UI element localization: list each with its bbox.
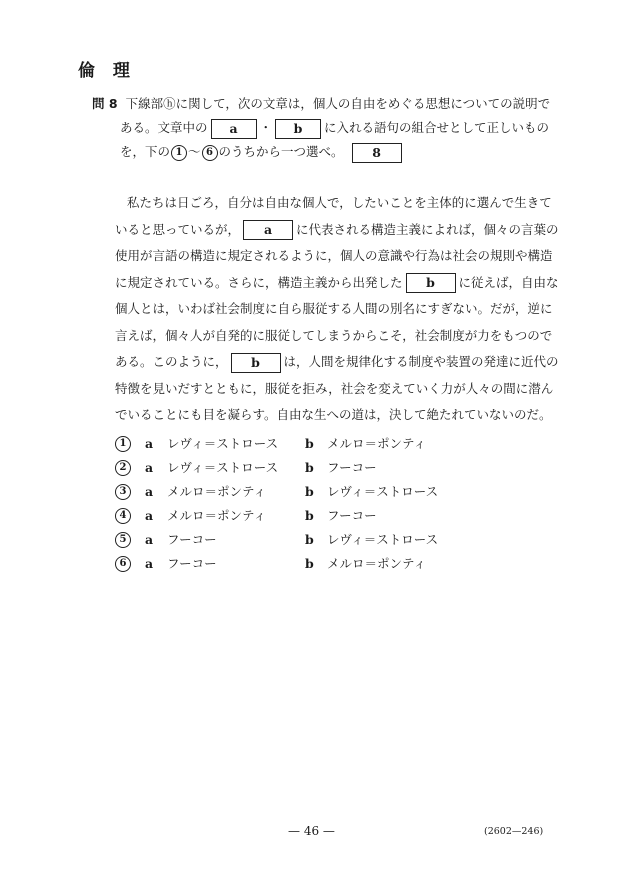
choice-1[interactable] (115, 432, 475, 456)
label-a: a (145, 532, 154, 547)
choice-b-value: フーコー (327, 460, 377, 475)
passage-text: は，人間を規律化する制度や装置の発達に近代の (283, 354, 559, 369)
blank-a-box: a (243, 220, 293, 240)
choice-4[interactable] (115, 504, 475, 528)
choice-6[interactable] (115, 552, 475, 576)
passage-line-8: 特徴を見いだすとともに，服従を拒み，社会を変えていく力が人々の間に潜ん (115, 380, 554, 396)
question-text-1: 下線部ⓗに関して，次の文章は，個人の自由をめぐる思想についての説明で (125, 96, 551, 111)
blank-a-box: a (211, 119, 257, 139)
passage-line-7 (115, 349, 559, 376)
exam-code: (2602—246) (484, 826, 544, 837)
question-line-2 (92, 116, 562, 140)
passage-text: いると思っているが， (115, 221, 241, 237)
passage-text: ある。このように， (115, 354, 228, 369)
choice-a-value: メルロ＝ポンティ (167, 508, 267, 523)
choice-b-value: メルロ＝ポンティ (327, 556, 427, 571)
circled-2-icon: 2 (115, 460, 131, 476)
choice-3[interactable] (115, 480, 475, 504)
passage (115, 190, 559, 429)
label-b: b (305, 508, 314, 523)
choice-a-value: フーコー (167, 556, 217, 571)
label-b: b (305, 532, 314, 547)
blank-b-box: b (275, 119, 321, 139)
choice-a-value: レヴィ＝ストロース (167, 436, 279, 451)
passage-line-5: 個人とは，いわば社会制度に自ら服従する人間の別名にすぎない。だが，逆に (115, 301, 553, 316)
circled-1-icon: 1 (115, 436, 131, 452)
choice-2[interactable] (115, 456, 475, 480)
circled-6-icon: 6 (115, 556, 131, 572)
passage-line-9: でいることにも目を凝らす。自由な生への道は，決して絶たれていないのだ。 (115, 407, 552, 422)
question-8 (92, 92, 562, 164)
label-a: a (145, 508, 154, 523)
circled-6-icon: 6 (202, 145, 218, 161)
question-text-3a: を，下の (120, 144, 171, 159)
passage-line-1: 私たちは日ごろ，自分は自由な個人で，したいことを主体的に選んで生きて (127, 195, 552, 210)
question-text-2a: ある。文章中の (120, 120, 208, 135)
circled-1-icon: 1 (171, 145, 187, 161)
label-b: b (305, 556, 314, 571)
question-text-2b: に入れる語句の組合せとして正しいもの (324, 120, 550, 135)
label-b: b (305, 484, 314, 499)
passage-line-4 (115, 270, 559, 297)
label-a: a (145, 460, 154, 475)
question-line-3 (92, 140, 562, 164)
choice-b-value: フーコー (327, 508, 377, 523)
label-a: a (145, 484, 154, 499)
label-b: b (305, 460, 314, 475)
choice-a-value: フーコー (167, 532, 217, 547)
question-line-1 (92, 92, 562, 116)
subject-heading: 倫 理 (78, 61, 136, 81)
choice-a-value: レヴィ＝ストロース (167, 460, 279, 475)
passage-line-2 (115, 217, 559, 244)
choice-b-value: メルロ＝ポンティ (327, 436, 427, 451)
passage-text: に従えば，自由な (458, 274, 559, 290)
passage-line-3: 使用が言語の構造に規定されるように，個人の意識や行為は社会の規則や構造 (115, 248, 553, 263)
circled-4-icon: 4 (115, 508, 131, 524)
label-b: b (305, 436, 314, 451)
blank-b-box: b (406, 273, 456, 293)
passage-text: に代表される構造主義によれば，個々の言葉の (296, 221, 559, 237)
question-number: 問 8 (92, 96, 118, 111)
question-text-3b: のうちから一つ選べ。 (218, 144, 344, 159)
circled-3-icon: 3 (115, 484, 131, 500)
choice-5[interactable] (115, 528, 475, 552)
passage-line-6: 言えば，個々人が自発的に服従してしまうからこそ，社会制度が力をもつので (115, 327, 553, 343)
passage-text: に規定されている。さらに，構造主義から出発した (115, 274, 403, 290)
dot-separator: ・ (259, 120, 273, 135)
choice-b-value: レヴィ＝ストロース (327, 484, 439, 499)
label-a: a (145, 436, 154, 451)
choice-list (115, 432, 475, 576)
choice-b-value: レヴィ＝ストロース (327, 532, 439, 547)
page-number: — 46 — (288, 824, 335, 838)
circled-5-icon: 5 (115, 532, 131, 548)
tilde: 〜 (188, 144, 201, 159)
label-a: a (145, 556, 154, 571)
answer-number-box[interactable]: 8 (352, 143, 402, 163)
blank-b-box: b (231, 353, 281, 373)
choice-a-value: メルロ＝ポンティ (167, 484, 267, 499)
